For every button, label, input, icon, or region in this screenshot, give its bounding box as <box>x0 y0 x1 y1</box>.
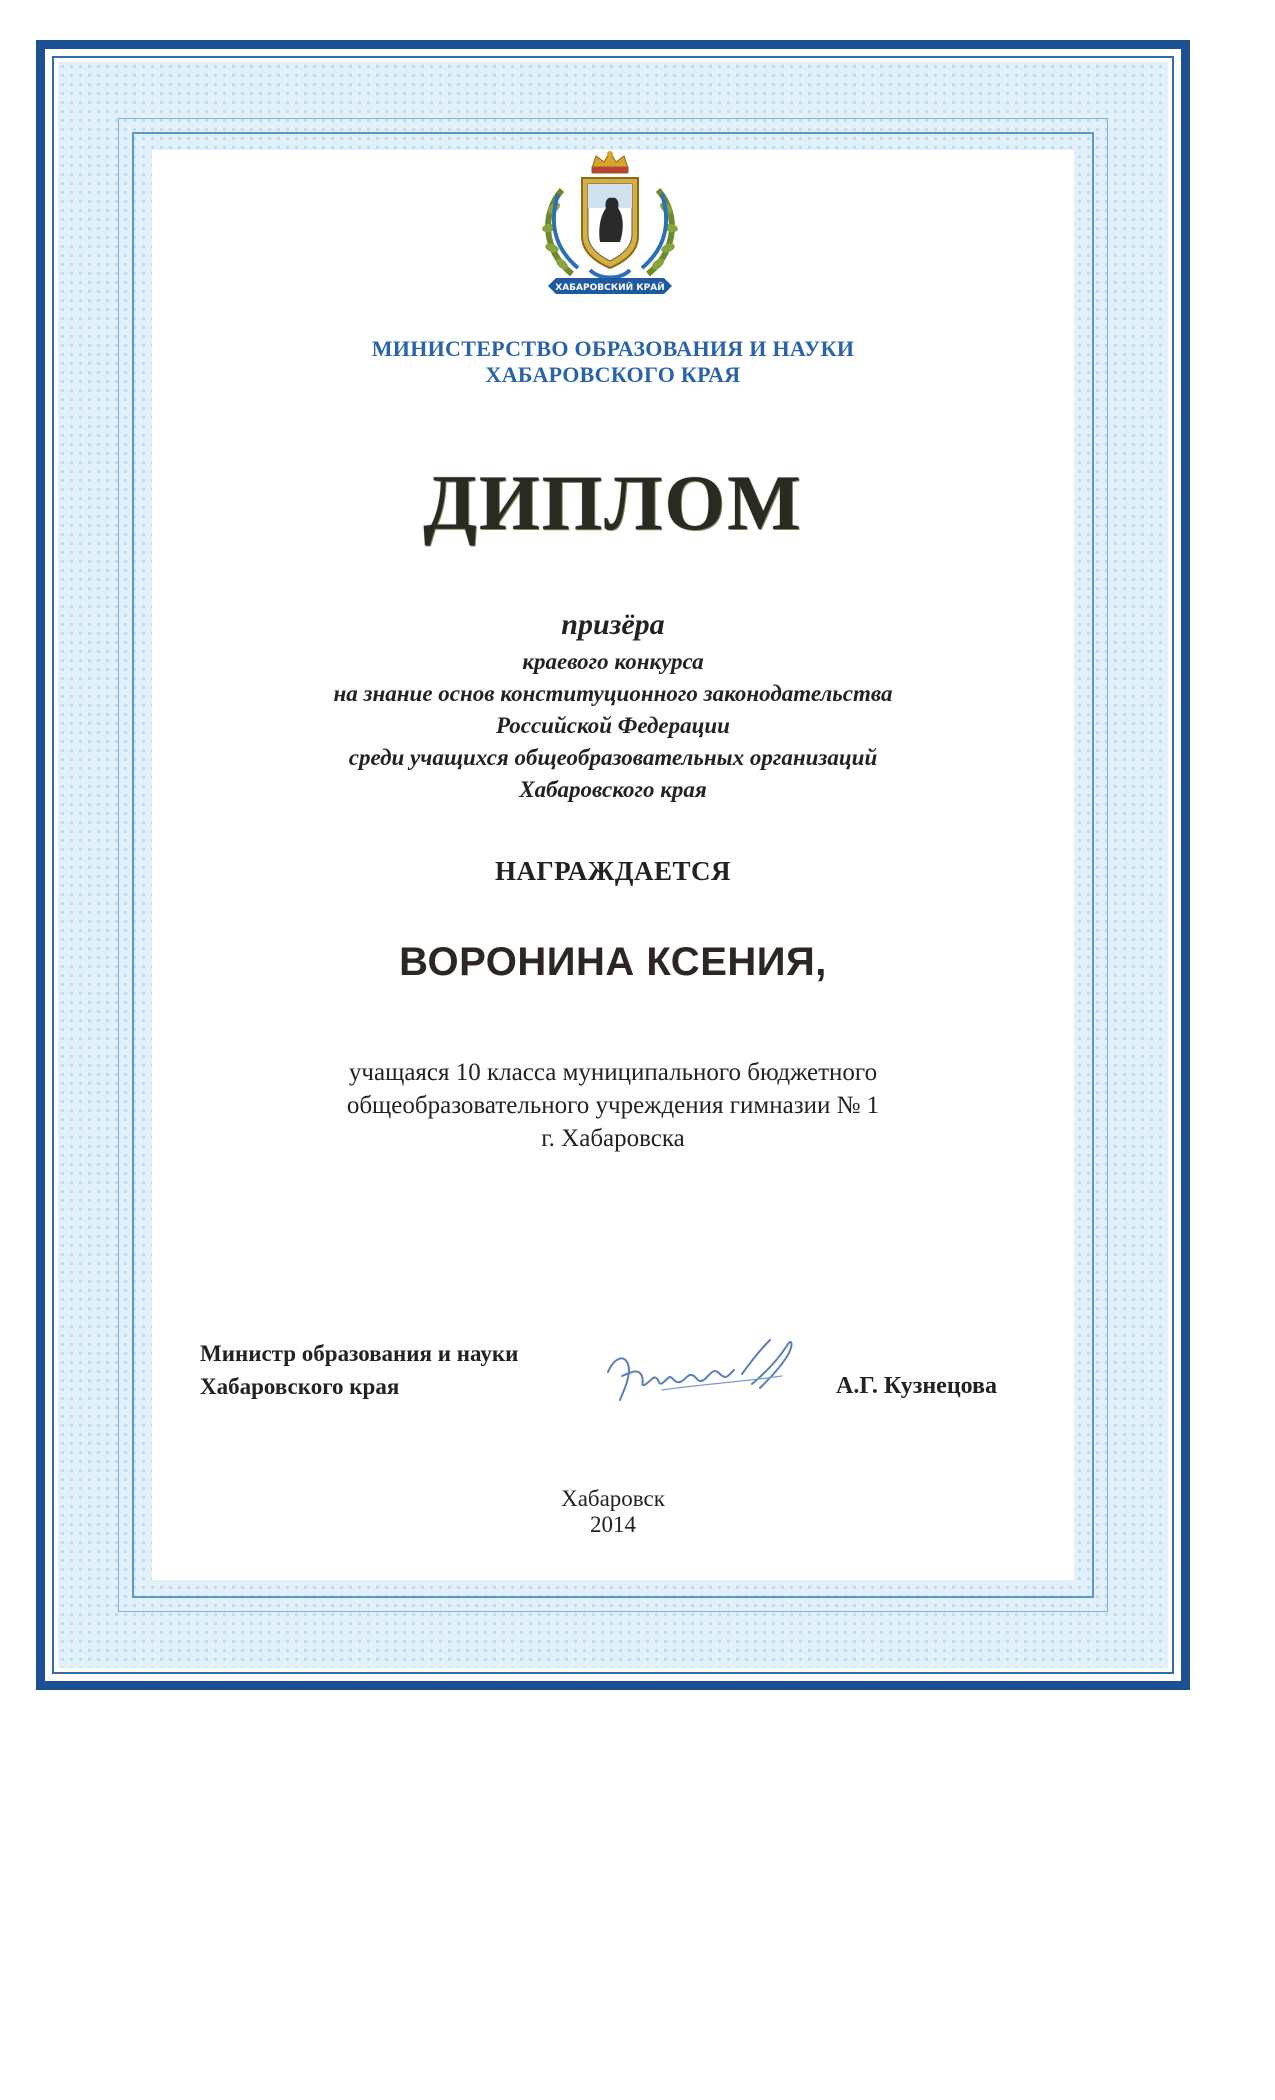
coat-of-arms-icon <box>520 150 700 298</box>
emblem-ribbon-text: ХАБАРОВСКИЙ КРАЙ <box>555 283 665 293</box>
awarded-label: НАГРАЖДАЕТСЯ <box>494 856 731 886</box>
place-and-year <box>152 1486 1074 1538</box>
place: Хабаровск <box>561 1486 665 1511</box>
competition-line-4: среди учащихся общеобразовательных организаций <box>348 745 878 770</box>
ministry-line-2: ХАБАРОВСКОГО КРАЯ <box>485 362 741 387</box>
competition-line-5: Хабаровского края <box>519 777 707 802</box>
diploma-title: ДИПЛОМ <box>423 459 803 546</box>
competition-line-3: Российской Федерации <box>496 713 730 738</box>
signatory-position <box>200 1337 518 1403</box>
ministry-heading <box>152 336 1074 388</box>
signatory-name: А.Г. Кузнецова <box>836 1373 998 1399</box>
competition-description <box>152 646 1074 806</box>
competition-line-2: на знание основ конституционного законодательства <box>333 681 893 706</box>
diploma-content <box>152 150 1074 1580</box>
recipient-info-line-3: г. Хабаровска <box>541 1125 685 1152</box>
prize-word: призёра <box>561 608 665 641</box>
recipient-name: ВОРОНИНА КСЕНИЯ, <box>399 940 827 984</box>
handwritten-signature <box>602 1324 812 1410</box>
signatory-position-line-1: Министр образования и науки <box>200 1341 519 1366</box>
signatory-position-line-2: Хабаровского края <box>200 1374 400 1399</box>
year: 2014 <box>590 1512 636 1537</box>
ministry-line-1: МИНИСТЕРСТВО ОБРАЗОВАНИЯ И НАУКИ <box>371 336 855 361</box>
recipient-info-line-1: учащаяся 10 класса муниципального бюджетного <box>348 1059 878 1086</box>
recipient-info <box>152 1056 1074 1155</box>
recipient-info-line-2: общеобразовательного учреждения гимназии № 1 <box>346 1092 880 1119</box>
competition-line-1: краевого конкурса <box>522 649 704 674</box>
